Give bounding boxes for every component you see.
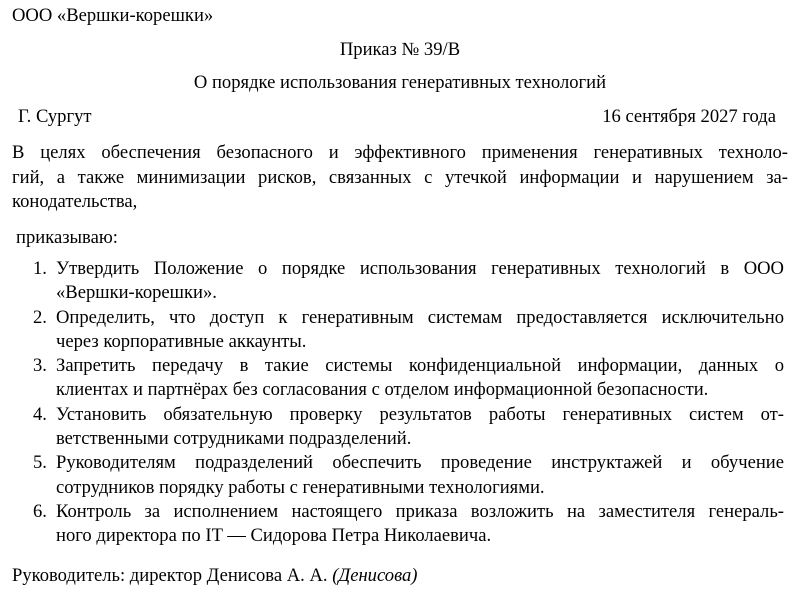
list-item-number: 5. [33,452,47,474]
order-items-list [0,257,784,549]
list-item [0,257,784,306]
list-item-number: 1. [33,258,47,279]
preamble-paragraph [12,141,788,215]
list-item-line: ного директора по IT — Сидорова Петра Николаевича. [56,525,492,547]
preamble-line: В целях обеспечения безопасного и эффективного применения генеративных техноло- [12,142,788,163]
list-item-number: 3. [33,355,47,377]
list-item-line: сотрудников порядку работы с генеративными технологиями. [56,476,545,498]
organization-name: ООО «Вершки-корешки» [12,5,214,26]
list-item [0,500,784,549]
signature-line [12,564,418,588]
signature-label: Руководитель: директор Денисова А. А. [12,565,328,586]
list-item-line: Руководителям подразделений обеспечить проведение инструктажей и обучение [56,452,784,474]
list-item [0,354,784,403]
list-item-line: через корпоративные аккаунты. [56,330,307,352]
order-date: 16 сентября 2027 года [602,106,776,127]
order-number: Приказ № 39/В [339,39,461,60]
list-item-line: ветственными сотрудниками подразделений. [56,428,412,450]
order-city: Г. Сургут [18,106,92,127]
list-item [0,403,784,452]
preamble-line: гий, а также минимизации рисков, связанных с утечкой информации и нарушением за- [12,166,788,188]
list-item-number: 2. [33,306,47,328]
order-subject: О порядке использования генеративных технологий [193,72,607,93]
signature-name: (Денисова) [332,565,418,586]
list-item-line: Установить обязательную проверку результатов работы генеративных систем от- [56,403,784,425]
list-item-line: Утвердить Положение о порядке использования генеративных технологий в ООО [56,258,784,279]
list-item-number: 4. [33,403,47,425]
preamble-line: конодательства, [12,191,138,212]
list-item [0,306,784,355]
list-item-line: Контроль за исполнением настоящего приказа возложить на заместителя генераль- [56,500,784,522]
list-item-line: клиентах и партнёрах без согласования с отделом информационной безопасности. [56,379,709,401]
list-item-line: «Вершки-корешки». [56,282,217,304]
list-item-line: Определить, что доступ к генеративным системам предоставляется исключительно [56,306,784,328]
list-item-line: Запретить передачу в такие системы конфиденциальной информации, данных о [56,355,784,377]
list-item-number: 6. [33,500,47,522]
list-item [0,451,784,500]
decree-word: приказываю: [16,227,118,248]
